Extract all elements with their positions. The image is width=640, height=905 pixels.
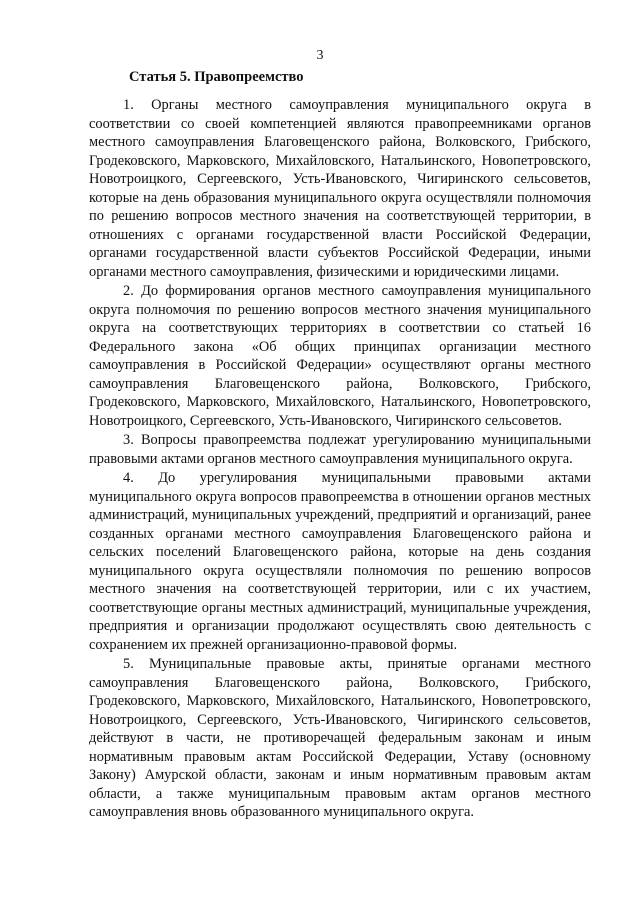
page-number: 3: [316, 48, 324, 63]
paragraph-2: 2. До формирования органов местного самоуправления муниципального округа полномочия по решению вопросов местного значения муниципального округа на соответствующих территориях в соответствии со статьей 16 Федерального закона «Об общих принципах организации местного самоуправления в Российской Федерации» осуществляют органы местного самоуправления Благовещенского района, Волковского, Грибского, Гродековского, Марковского, Михайловского, Натальинского, Новопетровского, Новотроицкого, Сергеевского, Усть-Ивановского, Чигиринского сельсоветов.: [89, 283, 591, 429]
paragraph-5: 5. Муниципальные правовые акты, принятые органами местного самоуправления Благовещенского района, Волковского, Грибского, Гродековского, Марковского, Михайловского, Натальинского, Новопетровского, Новотроицкого, Сергеевского, Усть-Ивановского, Чигиринского сельсоветов, действуют в части, не противоречащей федеральным законам и иным нормативным правовым актам Российской Федерации, Уставу (основному Закону) Амурской области, законам и иным нормативным правовым актам области, а также муниципальным правовым актам органов местного самоуправления вновь образованного муниципального округа.: [89, 656, 591, 820]
article-body: [89, 96, 591, 823]
paragraph-1: 1. Органы местного самоуправления муниципального округа в соответствии со своей компетенцией являются правопреемниками органов местного самоуправления Благовещенского района, Волковского, Грибского, Гродековского, Марковского, Михайловского, Натальинского, Новопетровского, Новотроицкого, Сергеевского, Усть-Ивановского, Чигиринского сельсоветов, которые на день образования муниципального округа осуществляли полномочия по решению вопросов местного значения на соответствующей территории, в отношениях с органами государственной власти Российской Федерации, органами государственной власти субъектов Российской Федерации, иными органами местного самоуправления, физическими и юридическими лицами.: [89, 97, 591, 280]
paragraph-4: 4. До урегулирования муниципальными правовыми актами муниципального округа вопросов правопреемства в отношении органов местных администраций, муниципальных учреждений, предприятий и организаций, ранее созданных органами местного самоуправления Благовещенского района и сельских поселений Благовещенского района, которые на день создания муниципального округа осуществляли полномочия по решению вопросов местного значения на соответствующей территории, или с их участием, соответствующие органы местных администраций, муниципальные учреждения, предприятия и организации продолжают осуществлять свою деятельность с сохранением их прежней организационно-правовой формы.: [89, 470, 591, 653]
paragraph-3: 3. Вопросы правопреемства подлежат урегулированию муниципальными правовыми актами органов местного самоуправления муниципального округа.: [89, 432, 591, 467]
article-title: Статья 5. Правопреемство: [129, 69, 304, 85]
